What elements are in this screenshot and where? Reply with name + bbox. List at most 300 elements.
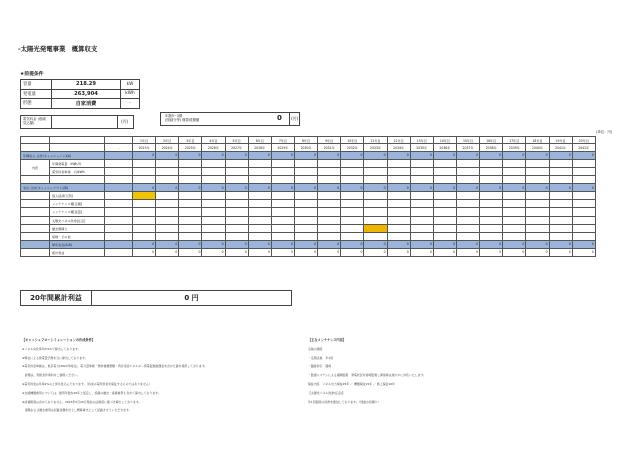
empty-cell (179, 200, 202, 208)
empty-cell (572, 159, 595, 167)
year-cell: 2026年 (202, 144, 225, 151)
empty-cell (202, 208, 225, 216)
empty-cell (526, 216, 549, 224)
total-profit-value: 0 円 (184, 294, 199, 302)
cashflow-table (20, 136, 596, 257)
empty-cell (480, 167, 503, 175)
empty-cell (572, 232, 595, 240)
empty-cell (133, 167, 156, 175)
empty-cell (503, 200, 526, 208)
note-line: 保証内容 パネル出力保証25年 ／ 機器保証15年 ／ 施工保証10年 (308, 381, 395, 386)
note-line: 詳細は、別紙条件資料をご参照ください。 (22, 373, 80, 378)
year-label: 19年目 (549, 137, 572, 144)
empty-cell (271, 167, 294, 175)
conditions-table (20, 79, 140, 109)
empty-cell (341, 208, 364, 216)
expense-row (21, 216, 596, 224)
year-label: 7年目 (271, 137, 294, 144)
year-cell: 2036年 (433, 144, 456, 151)
value-cell: 0 (271, 240, 294, 248)
empty-cell (248, 224, 271, 232)
year-cell: 2041年 (549, 144, 572, 151)
empty-cell (105, 248, 133, 256)
empty-cell (572, 192, 595, 200)
empty-cell (410, 159, 433, 167)
empty-cell (364, 232, 387, 240)
group-label: 内訳 (21, 159, 50, 175)
empty-cell (410, 208, 433, 216)
year-cell: 2023年 (133, 144, 156, 151)
value-cell: 0 (387, 151, 410, 159)
empty-cell (318, 232, 341, 240)
value-cell: 0 (271, 248, 294, 256)
value-cell: 0 (318, 184, 341, 192)
value-cell: 0 (480, 248, 503, 256)
empty-cell (156, 224, 179, 232)
empty-cell (387, 167, 410, 175)
empty-cell (225, 192, 248, 200)
empty-cell (318, 224, 341, 232)
year-label: 10年目 (341, 137, 364, 144)
empty-cell (156, 232, 179, 240)
empty-cell (105, 137, 133, 144)
value-cell: 0 (480, 240, 503, 248)
empty-cell (271, 176, 294, 184)
highlight-cell (133, 192, 156, 200)
empty-cell (21, 224, 50, 232)
empty-cell (318, 192, 341, 200)
empty-cell (202, 167, 225, 175)
empty-cell (549, 192, 572, 200)
empty-cell (503, 224, 526, 232)
empty-cell (341, 159, 364, 167)
year-cell: 2033年 (364, 144, 387, 151)
empty-cell (21, 240, 50, 248)
electricity-fee-box (20, 115, 134, 129)
year-label: 8年目 (294, 137, 317, 144)
empty-cell (364, 216, 387, 224)
notes-left (22, 336, 207, 415)
value-cell: 0 (549, 151, 572, 159)
empty-cell (503, 192, 526, 200)
year-label: 15年目 (456, 137, 479, 144)
electricity-fee-unit: (円) (121, 119, 129, 124)
empty-cell (318, 159, 341, 167)
empty-cell (105, 176, 133, 184)
empty-cell (433, 224, 456, 232)
empty-cell (21, 200, 50, 208)
empty-cell (387, 192, 410, 200)
empty-cell (341, 232, 364, 240)
note-line: 点検の頻度 (308, 346, 323, 351)
value-cell: 0 (202, 151, 225, 159)
empty-cell (21, 232, 50, 240)
value-cell: 0 (364, 151, 387, 159)
empty-cell (572, 167, 595, 175)
value-cell: 0 (294, 151, 317, 159)
empty-cell (105, 159, 133, 167)
year-label: 11年目 (364, 137, 387, 144)
year-label: 3年目 (179, 137, 202, 144)
empty-cell (50, 137, 105, 144)
condition-unit: kW (121, 80, 140, 90)
empty-cell (364, 159, 387, 167)
net-row (21, 240, 596, 248)
note-line: ・定期点検 年1回 (308, 355, 333, 360)
empty-cell (503, 208, 526, 216)
empty-cell (549, 167, 572, 175)
year-cell: 2029年 (271, 144, 294, 151)
empty-cell (156, 216, 179, 224)
year-cell: 2030年 (294, 144, 317, 151)
value-cell: 0 (387, 184, 410, 192)
empty-cell (503, 216, 526, 224)
value-cell: 0 (456, 248, 479, 256)
year-cell: 2028年 (248, 144, 271, 151)
value-cell: 0 (433, 151, 456, 159)
empty-cell (433, 159, 456, 167)
empty-cell (271, 192, 294, 200)
empty-cell (156, 192, 179, 200)
note-line: ※電気料金は年率2%の上昇を見込んでおります。（将来の電気料金を保証するものではありません） (22, 381, 152, 386)
empty-cell (526, 232, 549, 240)
empty-cell (387, 159, 410, 167)
value-cell: 0 (503, 248, 526, 256)
value-cell: 0 (364, 240, 387, 248)
note-line: ※支援機器費用については、耐用年数を20年と仮定し、設備の撤去・廃棄費用も含めて算出しております。 (22, 390, 161, 395)
empty-cell (225, 167, 248, 175)
value-cell: 0 (294, 240, 317, 248)
empty-cell (549, 200, 572, 208)
empty-cell (225, 159, 248, 167)
value-cell: 0 (526, 240, 549, 248)
empty-cell (456, 216, 479, 224)
empty-cell (480, 192, 503, 200)
empty-cell (156, 200, 179, 208)
electricity-fee-label: 電気料金 (削減見込額) (23, 117, 46, 126)
value-cell: 0 (248, 248, 271, 256)
row-label: 保険・その他 (50, 232, 105, 240)
value-cell: 0 (433, 184, 456, 192)
row-label: 太陽光パネル洗浄[任意] (50, 216, 105, 224)
empty-cell (456, 176, 479, 184)
empty-cell (503, 167, 526, 175)
condition-unit: - (121, 99, 140, 109)
value-cell: 0 (433, 240, 456, 248)
year-cell: 2025年 (179, 144, 202, 151)
empty-cell (156, 208, 179, 216)
year-cell: 2039年 (503, 144, 526, 151)
value-cell: 0 (294, 184, 317, 192)
empty-cell (294, 208, 317, 216)
empty-cell (202, 232, 225, 240)
empty-cell (433, 167, 456, 175)
value-cell: 0 (179, 240, 202, 248)
empty-cell (105, 208, 133, 216)
value-cell: 0 (456, 151, 479, 159)
empty-cell (248, 200, 271, 208)
empty-cell (294, 200, 317, 208)
empty-cell (179, 167, 202, 175)
value-cell: 0 (549, 184, 572, 192)
note-line: ※パネル劣化率年0.5%で算出しております。 (22, 346, 81, 351)
empty-cell (21, 144, 50, 151)
empty-cell (549, 216, 572, 224)
value-cell: 0 (341, 248, 364, 256)
empty-cell (202, 176, 225, 184)
value-cell: 0 (364, 184, 387, 192)
year-label: 16年目 (480, 137, 503, 144)
value-cell: 0 (225, 184, 248, 192)
empty-cell (50, 176, 105, 184)
value-cell: 0 (294, 248, 317, 256)
empty-cell (410, 232, 433, 240)
empty-cell (133, 224, 156, 232)
empty-cell (480, 216, 503, 224)
row-label: 単年収支(A-B) (50, 240, 105, 248)
value-cell: 0 (549, 240, 572, 248)
total-profit-label: 20年間累計利益 (21, 291, 92, 305)
empty-cell (456, 208, 479, 216)
empty-cell (156, 159, 179, 167)
note-line: ・監視システムによる遠隔監視 発電状況を常時監視し異常時は速やかに対応いたします。 (308, 373, 426, 378)
empty-cell (364, 208, 387, 216)
empty-cell (21, 248, 50, 256)
income-section-row (21, 151, 596, 159)
empty-cell (526, 192, 549, 200)
year-cell: 2035年 (410, 144, 433, 151)
year-label: 13年目 (410, 137, 433, 144)
empty-cell (433, 232, 456, 240)
year-label: 18年目 (526, 137, 549, 144)
empty-cell (526, 176, 549, 184)
empty-cell (456, 159, 479, 167)
empty-cell (572, 176, 595, 184)
empty-cell (341, 192, 364, 200)
year-cell: 2024年 (156, 144, 179, 151)
empty-cell (572, 208, 595, 216)
highlight-cell (364, 224, 387, 232)
value-cell: 0 (202, 240, 225, 248)
empty-cell (225, 224, 248, 232)
empty-cell (433, 192, 456, 200)
value-cell: 0 (410, 248, 433, 256)
row-label: メンテナンス費[従量] (50, 208, 105, 216)
value-cell: 0 (225, 151, 248, 159)
empty-cell (21, 208, 50, 216)
value-cell: 0 (225, 240, 248, 248)
empty-cell (271, 159, 294, 167)
value-cell: 0 (480, 151, 503, 159)
empty-cell (105, 200, 133, 208)
header-row (21, 144, 596, 151)
value-cell: 0 (271, 184, 294, 192)
value-cell: 0 (526, 184, 549, 192)
empty-cell (549, 224, 572, 232)
empty-cell (294, 224, 317, 232)
expense-row (21, 224, 596, 232)
empty-cell (341, 200, 364, 208)
year-cell: 2031年 (318, 144, 341, 151)
empty-cell (526, 224, 549, 232)
empty-cell (105, 192, 133, 200)
empty-cell (480, 232, 503, 240)
empty-cell (202, 192, 225, 200)
divider (117, 116, 118, 128)
empty-cell (364, 192, 387, 200)
value-cell: 0 (364, 248, 387, 256)
expense-row (21, 232, 596, 240)
empty-cell (179, 224, 202, 232)
empty-cell (248, 192, 271, 200)
value-cell: 0 (318, 151, 341, 159)
empty-cell (456, 224, 479, 232)
header-row (21, 137, 596, 144)
condition-label: 形態 (21, 99, 52, 109)
empty-cell (318, 200, 341, 208)
empty-cell (105, 224, 133, 232)
empty-cell (225, 200, 248, 208)
empty-cell (225, 232, 248, 240)
empty-cell (133, 176, 156, 184)
empty-cell (387, 224, 410, 232)
value-cell: 0 (248, 184, 271, 192)
year-cell: 2042年 (572, 144, 595, 151)
value-cell: 0 (133, 151, 156, 159)
empty-cell (271, 224, 294, 232)
empty-cell (179, 176, 202, 184)
condition-unit: kWh (121, 89, 140, 99)
value-cell: 0 (410, 240, 433, 248)
value-cell: 0 (318, 240, 341, 248)
row-label: 年間発電量 kWh/年 (50, 159, 105, 167)
empty-cell (225, 176, 248, 184)
empty-cell (526, 200, 549, 208)
section-label: 支出 合計(キャッシュアウト)(B) (21, 184, 105, 192)
empty-cell (318, 176, 341, 184)
divider (289, 113, 290, 125)
note-line: 年1回程度の洗浄を推奨しております。（別途お見積り） (308, 399, 381, 404)
empty-cell (433, 208, 456, 216)
value-cell: 0 (387, 248, 410, 256)
conditions-heading: ★前提条件 (20, 72, 44, 77)
empty-cell (179, 159, 202, 167)
year-cell: 2038年 (480, 144, 503, 151)
expense-row (21, 192, 596, 200)
empty-cell (271, 200, 294, 208)
empty-cell (105, 232, 133, 240)
empty-cell (248, 176, 271, 184)
note-line: ※消費税等は含めておりません。2023年5月20日現在の法制度に基づき算出しております。 (22, 399, 142, 404)
empty-cell (387, 216, 410, 224)
empty-cell (410, 224, 433, 232)
empty-cell (271, 216, 294, 224)
unit-note: (単位：円) (596, 130, 613, 134)
empty-cell (526, 159, 549, 167)
annual-cost-label: 年額5~3期 (削減分等) 概算経費額 (165, 114, 200, 123)
empty-cell (318, 208, 341, 216)
row-label: メンテナンス費[定額] (50, 200, 105, 208)
empty-cell (526, 167, 549, 175)
value-cell: 0 (179, 248, 202, 256)
value-cell: 0 (156, 151, 179, 159)
value-cell: 0 (572, 151, 595, 159)
empty-cell (225, 208, 248, 216)
year-label: 5年目 (225, 137, 248, 144)
value-cell: 0 (503, 240, 526, 248)
value-cell: 0 (156, 240, 179, 248)
empty-cell (133, 200, 156, 208)
empty-cell (105, 216, 133, 224)
expense-row (21, 200, 596, 208)
value-cell: 0 (549, 248, 572, 256)
year-cell: 2027年 (225, 144, 248, 151)
empty-cell (364, 200, 387, 208)
note-line: ※電気料金単価は、東京電力(2023年時点)、電力量単価・燃料費調整額・再生可能エネルギー発電促進賦課金を含めた値を採用しております。 (22, 364, 208, 369)
empty-cell (387, 176, 410, 184)
year-cell: 2037年 (456, 144, 479, 151)
value-cell: 0 (271, 151, 294, 159)
year-label: 4年目 (202, 137, 225, 144)
empty-cell (225, 216, 248, 224)
year-label: 9年目 (318, 137, 341, 144)
value-cell: 0 (179, 151, 202, 159)
empty-cell (549, 159, 572, 167)
year-label: 20年目 (572, 137, 595, 144)
empty-cell (456, 200, 479, 208)
empty-cell (248, 208, 271, 216)
row-label: 撤去費積立 (50, 224, 105, 232)
value-cell: 0 (456, 240, 479, 248)
note-line: ・臨時対応 随時 (308, 364, 332, 369)
notes-right-heading: 【主なメンテナンス内容】 (308, 338, 346, 342)
year-label: 2年目 (156, 137, 179, 144)
condition-value: 263,904 (52, 89, 121, 99)
empty-cell (549, 232, 572, 240)
value-cell: 0 (341, 184, 364, 192)
empty-cell (456, 232, 479, 240)
empty-cell (572, 216, 595, 224)
empty-cell (294, 159, 317, 167)
income-row (21, 167, 596, 175)
empty-cell (202, 159, 225, 167)
empty-cell (341, 216, 364, 224)
value-cell: 0 (133, 184, 156, 192)
year-label: 12年目 (387, 137, 410, 144)
notes-right (308, 336, 426, 406)
empty-cell (364, 167, 387, 175)
empty-cell (318, 216, 341, 224)
empty-cell (387, 232, 410, 240)
empty-cell (179, 208, 202, 216)
empty-cell (105, 184, 133, 192)
condition-value: 自家消費 (52, 99, 121, 109)
empty-cell (179, 192, 202, 200)
value-cell: 0 (341, 240, 364, 248)
value-cell: 0 (318, 248, 341, 256)
empty-cell (202, 200, 225, 208)
empty-cell (105, 151, 133, 159)
year-cell: 2040年 (526, 144, 549, 151)
value-cell: 0 (179, 184, 202, 192)
empty-cell (133, 208, 156, 216)
empty-cell (179, 232, 202, 240)
empty-cell (294, 232, 317, 240)
empty-cell (294, 216, 317, 224)
empty-cell (433, 176, 456, 184)
empty-cell (433, 216, 456, 224)
condition-label: 容量 (21, 80, 52, 90)
